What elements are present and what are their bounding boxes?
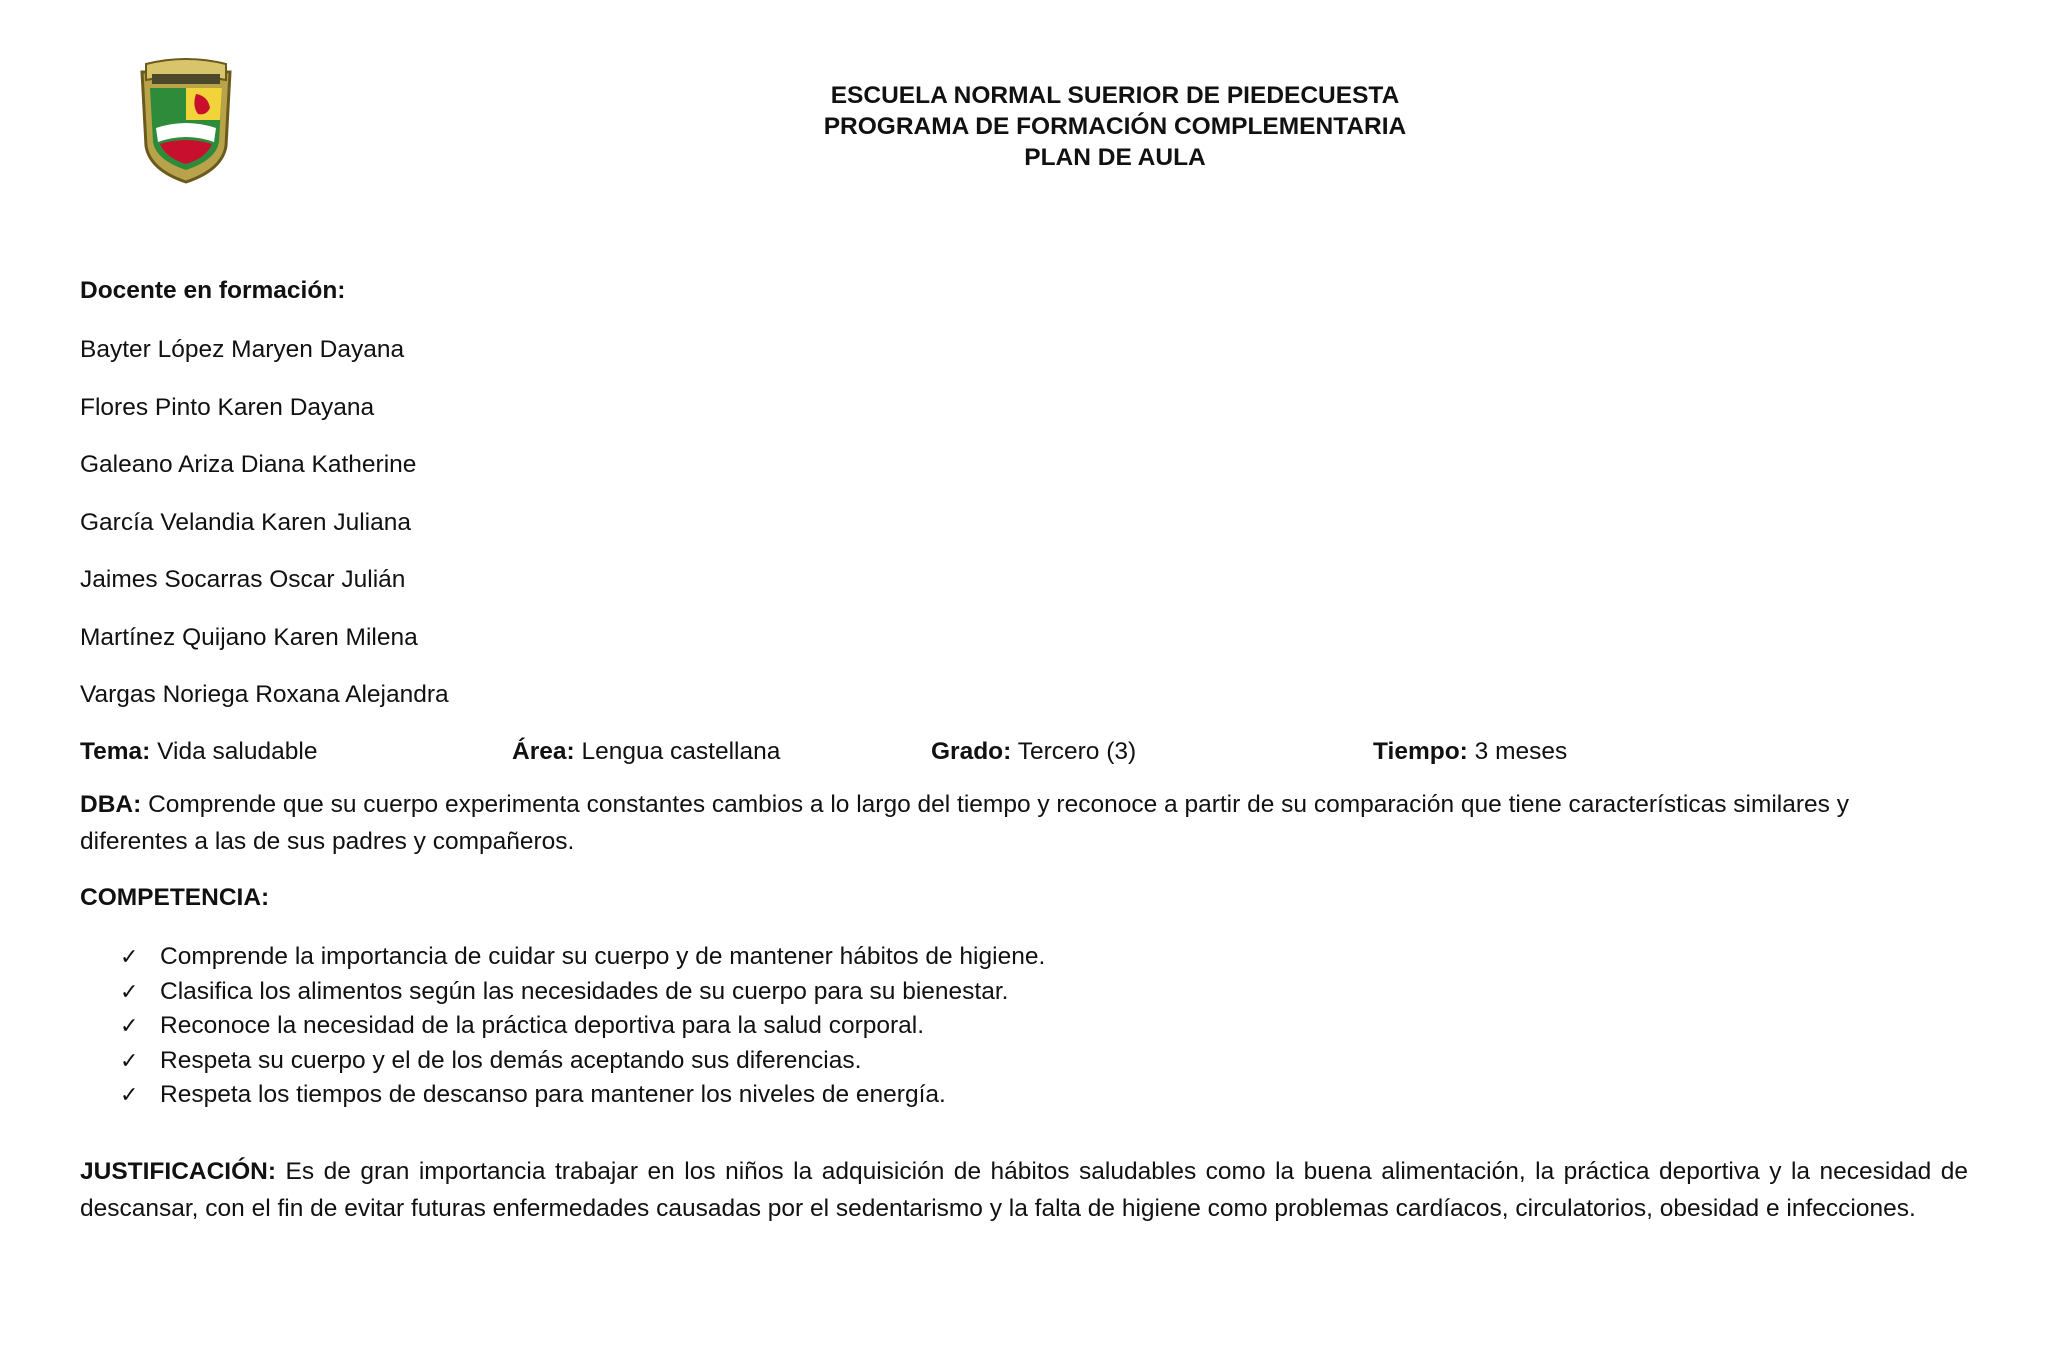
dba-text: Comprende que su cuerpo experimenta constantes cambios a lo largo del tiempo y reconoce a partir de su comparación que tiene características similares y diferentes a las de sus padres y compañeros. <box>80 791 1849 855</box>
competencia-item: ✓ Respeta los tiempos de descanso para mantener los niveles de energía. <box>120 1078 1045 1113</box>
docente-name: Jaimes Socarras Oscar Julián <box>80 566 406 593</box>
tiempo-field <box>1373 738 1567 766</box>
grado-value: Tercero (3) <box>1017 738 1137 765</box>
competencia-list <box>120 940 1045 1113</box>
area-field <box>512 738 780 766</box>
docente-name: Flores Pinto Karen Dayana <box>80 394 375 421</box>
program-name: PROGRAMA DE FORMACIÓN COMPLEMENTARIA <box>823 113 1407 140</box>
checkmark-icon: ✓ <box>120 979 139 1005</box>
dba-label: DBA: <box>80 791 142 818</box>
docente-name: Galeano Ariza Diana Katherine <box>80 451 417 478</box>
checkmark-icon: ✓ <box>120 945 139 970</box>
tiempo-value: 3 meses <box>1474 738 1568 765</box>
school-crest-logo <box>136 58 236 186</box>
area-label: Área: <box>512 738 575 765</box>
docentes-label: Docente en formación: <box>80 277 346 304</box>
justificacion-text: Es de gran importancia trabajar en los niños la adquisición de hábitos saludables como la buena alimentación, la práctica deportiva y la necesidad de descansar, con el fin de evitar futuras enfermedades causadas por el sedentarismo y la falta de higiene como problemas cardíacos, circulatorios, obesidad e infecciones. <box>80 1158 1968 1222</box>
grado-label: Grado: <box>931 738 1012 765</box>
docente-name: García Velandia Karen Juliana <box>80 509 411 536</box>
tema-value: Vida saludable <box>157 738 318 765</box>
justificacion-label: JUSTIFICACIÓN: <box>80 1158 276 1185</box>
competencia-item: ✓ Reconoce la necesidad de la práctica deportiva para la salud corporal. <box>120 1009 1045 1044</box>
competencia-item: ✓ Clasifica los alimentos según las necesidades de su cuerpo para su bienestar. <box>120 975 1045 1010</box>
tiempo-label: Tiempo: <box>1373 738 1468 765</box>
grado-field <box>931 738 1136 766</box>
tema-field <box>80 738 317 766</box>
checkmark-icon: ✓ <box>120 1048 139 1074</box>
docente-name: Martínez Quijano Karen Milena <box>80 624 418 651</box>
competencia-item: ✓ Comprende la importancia de cuidar su cuerpo y de mantener hábitos de higiene. <box>120 940 1045 975</box>
docente-name: Bayter López Maryen Dayana <box>80 336 405 363</box>
justificacion-paragraph <box>80 1153 1968 1227</box>
tema-label: Tema: <box>80 738 151 765</box>
dba-paragraph <box>80 786 1950 860</box>
checkmark-icon: ✓ <box>120 1083 139 1108</box>
document-title: PLAN DE AULA <box>1024 144 1206 171</box>
competencia-item: ✓ Respeta su cuerpo y el de los demás aceptando sus diferencias. <box>120 1044 1045 1079</box>
school-name: ESCUELA NORMAL SUERIOR DE PIEDECUESTA <box>830 82 1400 109</box>
docente-name: Vargas Noriega Roxana Alejandra <box>80 681 449 708</box>
competencia-label: COMPETENCIA: <box>80 884 270 911</box>
checkmark-icon: ✓ <box>120 1014 139 1039</box>
area-value: Lengua castellana <box>581 738 781 765</box>
document-header <box>680 80 1550 173</box>
